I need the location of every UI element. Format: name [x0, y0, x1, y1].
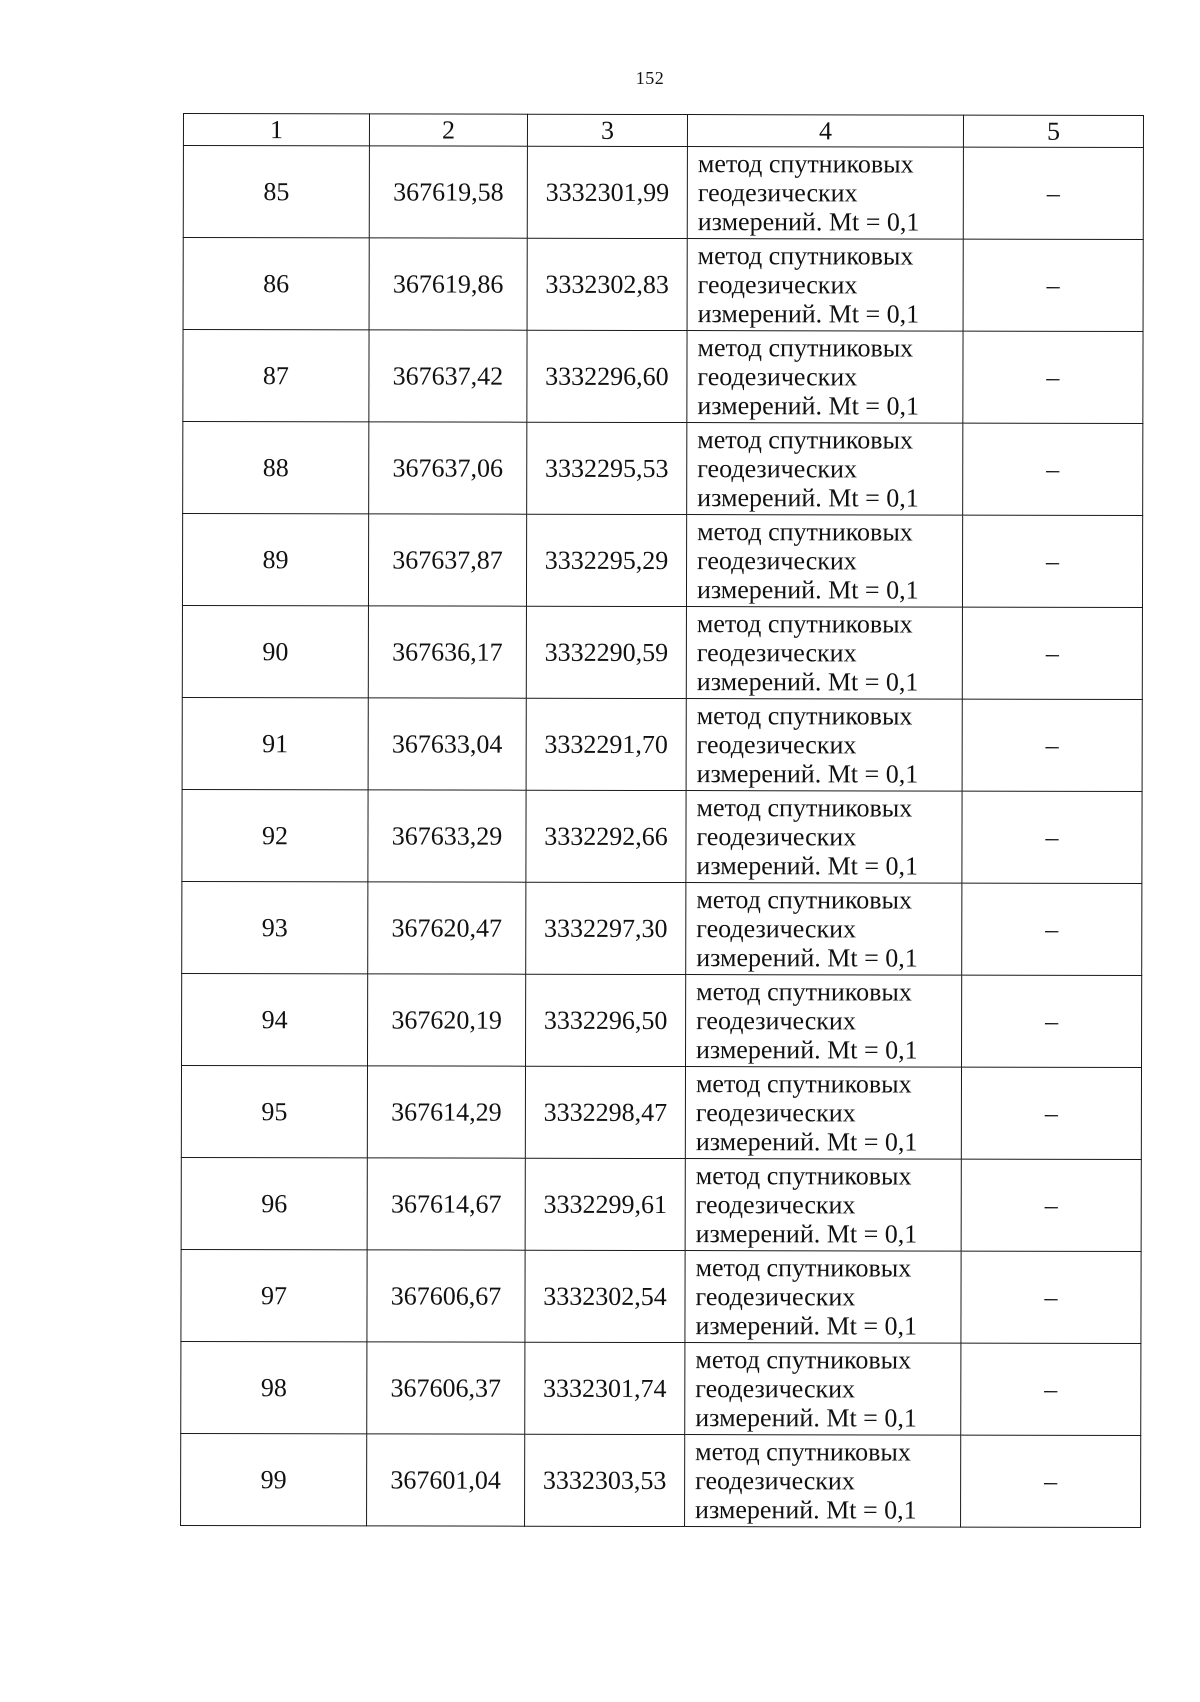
note-cell: – [963, 331, 1143, 423]
y-coordinate-cell: 3332295,53 [527, 422, 687, 514]
table-row [181, 1157, 1141, 1251]
table-body [181, 146, 1144, 1528]
x-coordinate-cell: 367637,06 [369, 422, 527, 514]
y-coordinate-cell: 3332301,74 [525, 1342, 685, 1434]
table-row [182, 514, 1142, 608]
point-number-cell: 90 [182, 605, 368, 697]
column-header-4: 4 [687, 115, 963, 148]
y-coordinate-cell: 3332296,50 [526, 974, 686, 1066]
y-coordinate-cell: 3332299,61 [525, 1158, 685, 1250]
note-cell: – [962, 607, 1142, 699]
point-number-cell: 95 [181, 1065, 367, 1157]
note-cell: – [962, 883, 1142, 975]
column-header-5: 5 [963, 115, 1143, 147]
note-cell: – [962, 515, 1142, 607]
note-cell: – [963, 147, 1143, 239]
point-number-cell: 98 [181, 1341, 367, 1433]
x-coordinate-cell: 367606,67 [367, 1250, 525, 1342]
method-cell: метод спутниковых геодезических измерений. Mt = 0,1 [686, 883, 962, 976]
x-coordinate-cell: 367619,58 [369, 146, 527, 238]
column-header-3: 3 [527, 114, 687, 146]
table-row [181, 1065, 1141, 1159]
table-row [183, 146, 1143, 240]
x-coordinate-cell: 367601,04 [367, 1434, 525, 1526]
x-coordinate-cell: 367633,04 [368, 698, 526, 790]
method-cell: метод спутниковых геодезических измерений. Mt = 0,1 [685, 1343, 961, 1436]
note-cell: – [961, 1067, 1141, 1159]
y-coordinate-cell: 3332298,47 [525, 1066, 685, 1158]
method-cell: метод спутниковых геодезических измерений. Mt = 0,1 [685, 1159, 961, 1252]
point-number-cell: 87 [183, 330, 369, 422]
note-cell: – [961, 1343, 1141, 1435]
method-cell: метод спутниковых геодезических измерений. Mt = 0,1 [686, 607, 962, 700]
method-cell: метод спутниковых геодезических измерений. Mt = 0,1 [685, 1251, 961, 1344]
x-coordinate-cell: 367620,19 [368, 974, 526, 1066]
x-coordinate-cell: 367637,87 [368, 514, 526, 606]
table-row [181, 1433, 1141, 1527]
method-cell: метод спутниковых геодезических измерений. Mt = 0,1 [687, 423, 963, 516]
y-coordinate-cell: 3332291,70 [526, 698, 686, 790]
x-coordinate-cell: 367637,42 [369, 330, 527, 422]
table-row [183, 330, 1143, 424]
header-row [183, 114, 1143, 148]
y-coordinate-cell: 3332290,59 [526, 606, 686, 698]
note-cell: – [963, 423, 1143, 515]
method-cell: метод спутниковых геодезических измерений. Mt = 0,1 [687, 147, 963, 240]
point-number-cell: 88 [183, 422, 369, 514]
x-coordinate-cell: 367606,37 [367, 1342, 525, 1434]
table-row [182, 697, 1142, 791]
x-coordinate-cell: 367614,29 [367, 1066, 525, 1158]
table-row [183, 422, 1143, 516]
table-header [183, 114, 1143, 148]
y-coordinate-cell: 3332292,66 [526, 790, 686, 882]
column-header-2: 2 [369, 114, 527, 146]
note-cell: – [962, 699, 1142, 791]
table-row [182, 605, 1142, 699]
table-row [182, 881, 1142, 975]
method-cell: метод спутниковых геодезических измерений. Mt = 0,1 [686, 699, 962, 792]
coordinates-table [180, 113, 1144, 1528]
y-coordinate-cell: 3332302,54 [525, 1250, 685, 1342]
point-number-cell: 92 [182, 789, 368, 881]
method-cell: метод спутниковых геодезических измерений. Mt = 0,1 [685, 1435, 961, 1528]
method-cell: метод спутниковых геодезических измерений. Mt = 0,1 [685, 1067, 961, 1160]
note-cell: – [962, 975, 1142, 1067]
y-coordinate-cell: 3332297,30 [526, 882, 686, 974]
point-number-cell: 85 [183, 146, 369, 238]
point-number-cell: 89 [182, 514, 368, 606]
x-coordinate-cell: 367636,17 [368, 606, 526, 698]
note-cell: – [961, 1159, 1141, 1251]
y-coordinate-cell: 3332302,83 [527, 238, 687, 330]
page-number: 152 [635, 68, 665, 88]
point-number-cell: 96 [181, 1157, 367, 1249]
point-number-cell: 86 [183, 238, 369, 330]
y-coordinate-cell: 3332296,60 [527, 330, 687, 422]
y-coordinate-cell: 3332301,99 [527, 146, 687, 238]
method-cell: метод спутниковых геодезических измерений. Mt = 0,1 [687, 239, 963, 332]
method-cell: метод спутниковых геодезических измерений. Mt = 0,1 [687, 331, 963, 424]
note-cell: – [963, 239, 1143, 331]
table-row [182, 973, 1142, 1067]
x-coordinate-cell: 367633,29 [368, 790, 526, 882]
method-cell: метод спутниковых геодезических измерений. Mt = 0,1 [686, 515, 962, 608]
point-number-cell: 93 [182, 881, 368, 973]
note-cell: – [961, 1251, 1141, 1343]
point-number-cell: 91 [182, 697, 368, 789]
point-number-cell: 99 [181, 1433, 367, 1525]
table-row [182, 789, 1142, 883]
table-row [183, 238, 1143, 332]
note-cell: – [962, 791, 1142, 883]
x-coordinate-cell: 367619,86 [369, 238, 527, 330]
method-cell: метод спутниковых геодезических измерений. Mt = 0,1 [686, 791, 962, 884]
x-coordinate-cell: 367614,67 [367, 1158, 525, 1250]
table-row [181, 1249, 1141, 1343]
note-cell: – [961, 1435, 1141, 1527]
y-coordinate-cell: 3332303,53 [525, 1434, 685, 1526]
point-number-cell: 97 [181, 1249, 367, 1341]
method-cell: метод спутниковых геодезических измерений. Mt = 0,1 [686, 975, 962, 1068]
table-row [181, 1341, 1141, 1435]
x-coordinate-cell: 367620,47 [368, 882, 526, 974]
column-header-1: 1 [183, 114, 369, 146]
point-number-cell: 94 [182, 973, 368, 1065]
y-coordinate-cell: 3332295,29 [526, 514, 686, 606]
